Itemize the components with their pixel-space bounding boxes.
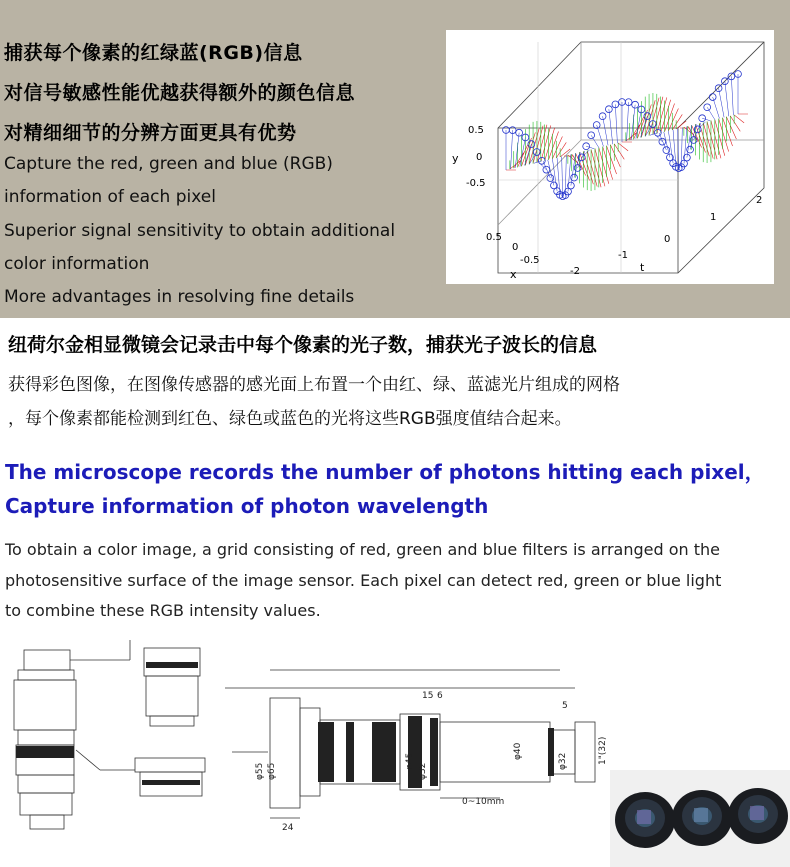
helix-spoke: [627, 102, 629, 141]
lens-photo: [610, 770, 790, 867]
dim-phi65: φ65: [267, 762, 277, 780]
cn-feature-2: 对信号敏感性能优越获得额外的颜色信息: [4, 82, 356, 104]
t-tick-1: -2: [570, 266, 580, 277]
t-tick-4: 1: [710, 212, 717, 223]
helix-spoke: [586, 146, 594, 149]
en-feature-1a: Capture the red, green and blue (RGB): [4, 154, 333, 174]
helix-spoke: [609, 109, 613, 144]
lens-3: [728, 788, 788, 844]
cn-body-line-1: 获得彩色图像，在图像传感器的感光面上布置一个由红、绿、蓝滤光片组成的网格: [8, 375, 620, 395]
knurl-bands-left: [16, 662, 200, 785]
helix-spoke: [668, 131, 673, 163]
helix-spoke: [603, 116, 608, 145]
helix-spoke: [684, 126, 687, 163]
technical-drawings: [0, 630, 790, 867]
en-title-line-1: The microscope records the number of photons hitting each pixel，: [5, 460, 765, 484]
wave-plot: [446, 30, 774, 284]
t-tick-2: -1: [618, 250, 628, 261]
lens-2: [672, 790, 732, 846]
en-feature-2a: Superior signal sensitivity to obtain additional: [4, 221, 396, 241]
helix-spoke: [713, 97, 720, 118]
dim-phi45: φ45: [405, 752, 415, 770]
helix-spoke: [568, 154, 571, 191]
helix-spoke: [650, 133, 658, 136]
helix-point: [687, 146, 694, 153]
en-feature-1b: information of each pixel: [4, 187, 216, 207]
cn-body-line-2: ，每个像素都能检测到红色、绿色或蓝色的光将这些RGB强度值结合起来。: [8, 409, 572, 429]
helix-spoke: [591, 135, 599, 147]
helix-spoke: [731, 76, 733, 115]
en-title-line-2: Capture information of photon wavelength: [5, 494, 489, 518]
cn-feature-3: 对精细细节的分辨方面更具有优势: [4, 122, 297, 144]
helix-point: [516, 129, 523, 136]
helix-spoke: [659, 133, 666, 150]
cn-feature-1: 捕获每个像素的红绿蓝(RGB)信息: [4, 42, 303, 64]
t-tick-5: 2: [756, 195, 763, 206]
y-tick-3: -0.5: [466, 178, 486, 189]
red-wave: [506, 97, 748, 188]
x-tick-2: 0: [512, 242, 519, 253]
dim-5: 5: [562, 701, 568, 711]
dim-15: 15: [422, 691, 434, 701]
dim-phi40: φ40: [513, 742, 523, 760]
dim-phi32b: φ32: [558, 752, 568, 770]
lens-1: [615, 792, 675, 848]
helix-spoke: [511, 130, 513, 169]
x-tick-3: -0.5: [520, 255, 540, 266]
top-banner: [0, 0, 790, 318]
helix-spoke: [615, 104, 617, 143]
vertical-assembly-drawing: [14, 640, 205, 829]
x-axis-label: x: [510, 268, 517, 281]
dim-range: 0~10mm: [462, 797, 505, 807]
x-tick-1: 0.5: [486, 232, 502, 243]
dim-6: 6: [437, 691, 443, 701]
cn-section-title: 纽荷尔金相显微镜会记录击中每个像素的光子数，捕获光子波长的信息: [8, 334, 598, 356]
helix-spoke: [719, 88, 724, 117]
y-tick-1: 0.5: [468, 125, 484, 136]
helix-spoke: [725, 81, 729, 116]
helix-point: [704, 104, 711, 111]
en-feature-2b: color information: [4, 254, 150, 274]
helix-spoke: [702, 118, 710, 121]
dim-phi55: φ55: [255, 762, 265, 780]
helix-spoke: [562, 157, 563, 197]
plot-grid: [498, 42, 678, 273]
dim-thread: 1"(32): [598, 736, 608, 765]
en-body-line-1: To obtain a color image, a grid consisting of red, green and blue filters is arranged on the: [5, 540, 720, 559]
dim-phi32: φ32: [418, 762, 428, 780]
en-feature-3: More advantages in resolving fine details: [4, 287, 355, 307]
en-body-line-2: photosensitive surface of the image sensor. Each pixel can detect red, green or blue light: [5, 571, 722, 590]
t-tick-3: 0: [664, 234, 671, 245]
helix-spoke: [673, 130, 676, 167]
helix-point: [574, 165, 581, 172]
helix-point: [583, 143, 590, 150]
en-body-line-3: to combine these RGB intensity values.: [5, 601, 321, 620]
y-tick-2: 0: [476, 152, 483, 163]
t-axis-label: t: [640, 261, 645, 274]
helix-point: [588, 132, 595, 139]
dim-24: 24: [282, 823, 294, 833]
helix-spoke: [552, 159, 557, 191]
helix-spoke: [707, 107, 715, 119]
y-axis-label: y: [452, 152, 459, 165]
